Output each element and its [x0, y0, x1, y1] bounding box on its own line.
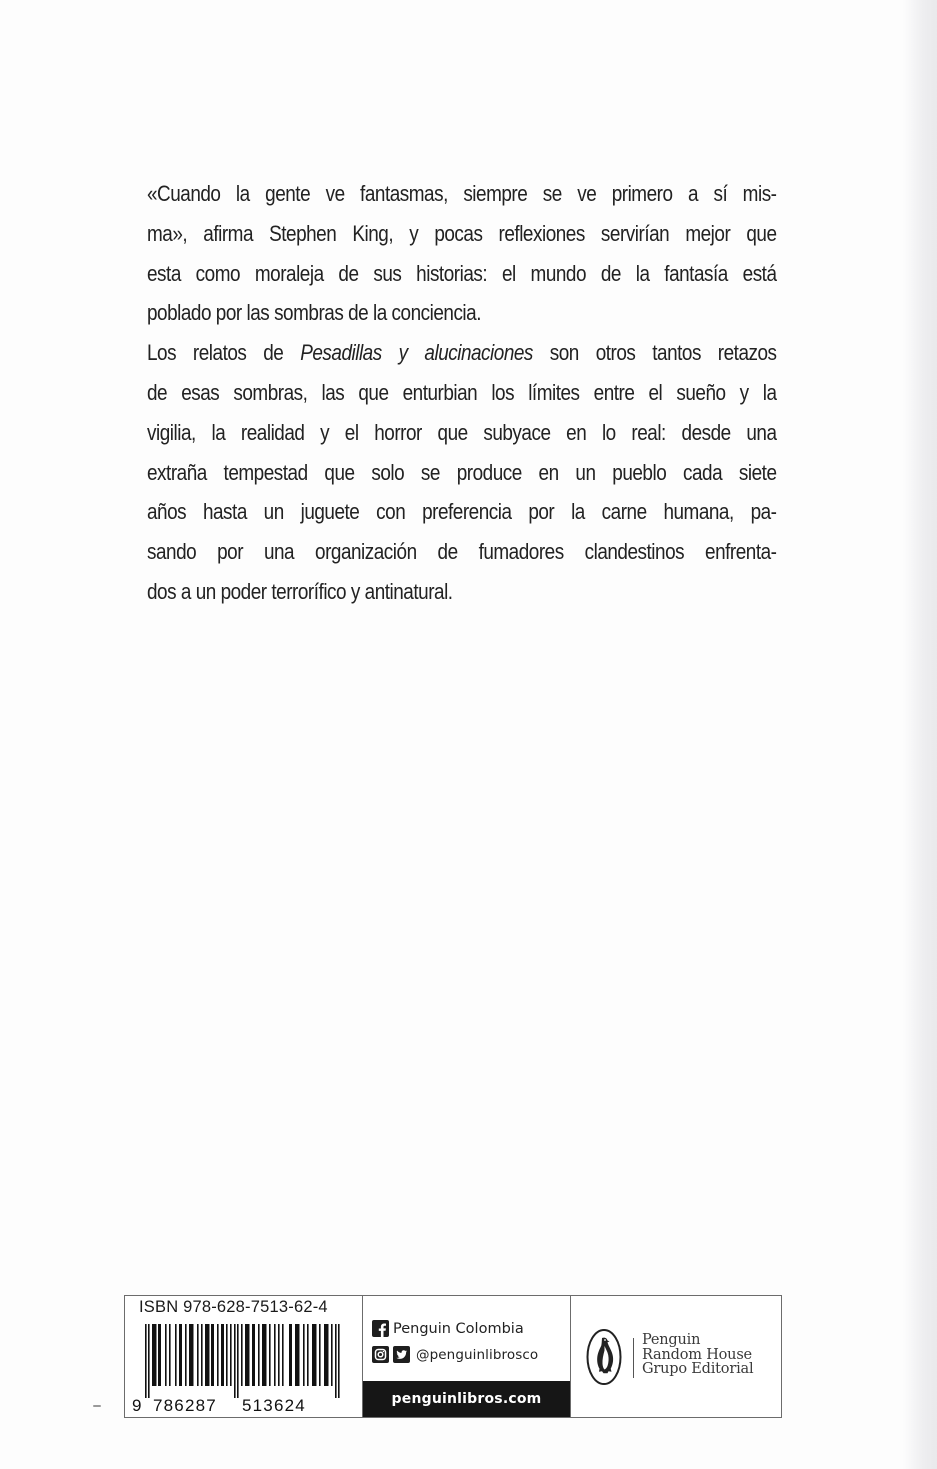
publisher-line-3: Grupo Editorial: [642, 1361, 754, 1377]
blurb-line: [147, 333, 777, 373]
page-edge-shadow: [903, 0, 937, 1469]
publisher-name: [642, 1333, 753, 1377]
publisher-line-2: Random House: [642, 1346, 752, 1363]
book-title: Pesadillas y alucinaciones: [300, 340, 533, 366]
social-panel: [363, 1296, 571, 1417]
blurb-text: son otros tantos retazos: [532, 340, 777, 366]
facebook-label: Penguin Colombia: [393, 1320, 524, 1337]
isbn-label: ISBN 978-628-7513-62-4: [139, 1298, 328, 1316]
logo-divider: [633, 1338, 634, 1378]
blurb-text: Los relatos de: [147, 340, 301, 366]
blurb-line: dos a un poder terrorífico y antinatural.: [147, 578, 453, 604]
back-cover-blurb: [147, 174, 777, 612]
blurb-line: vigilia, la realidad y el horror que subyace en lo real: desde una: [147, 419, 777, 445]
blurb-line: extraña tempestad que solo se produce en un pueblo cada siete: [147, 459, 777, 485]
publisher-info-box: [124, 1295, 782, 1418]
instagram-icon: [372, 1346, 389, 1363]
blurb-line: poblado por las sombras de la conciencia.: [147, 300, 482, 326]
blurb-line: esta como moraleja de sus historias: el mundo de la fantasía está: [147, 260, 777, 286]
blurb-line: «Cuando la gente ve fantasmas, siempre se ve primero a sí mis-: [147, 181, 777, 206]
blurb-line: años hasta un juguete con preferencia por la carne humana, pa-: [147, 499, 777, 525]
instagram-twitter-row[interactable]: [372, 1346, 538, 1363]
barcode-group-2: 513624: [242, 1396, 306, 1415]
social-handle: @penguinlibrosco: [416, 1346, 539, 1363]
facebook-icon: [372, 1320, 389, 1337]
barcode-icon: [131, 1324, 357, 1416]
blurb-line: ma», afirma Stephen King, y pocas reflexiones servirían mejor que: [147, 220, 777, 246]
blurb-paragraph-1: [147, 174, 777, 333]
penguin-logo-icon: [586, 1328, 622, 1386]
barcode-panel: [125, 1296, 363, 1417]
facebook-row[interactable]: [372, 1320, 524, 1337]
blurb-paragraph-2: [147, 333, 777, 612]
barcode-lead-digit: 9: [132, 1396, 142, 1415]
publisher-logo-panel: [571, 1296, 781, 1417]
barcode-group-1: 786287: [153, 1396, 217, 1415]
twitter-icon: [393, 1346, 410, 1363]
publisher-line-1: Penguin: [642, 1332, 701, 1348]
website-link[interactable]: penguinlibros.com: [363, 1381, 570, 1417]
margin-mark: [93, 1405, 101, 1407]
blurb-line: de esas sombras, las que enturbian los límites entre el sueño y la: [147, 379, 777, 405]
blurb-line: sando por una organización de fumadores clandestinos enfrenta-: [147, 539, 777, 565]
